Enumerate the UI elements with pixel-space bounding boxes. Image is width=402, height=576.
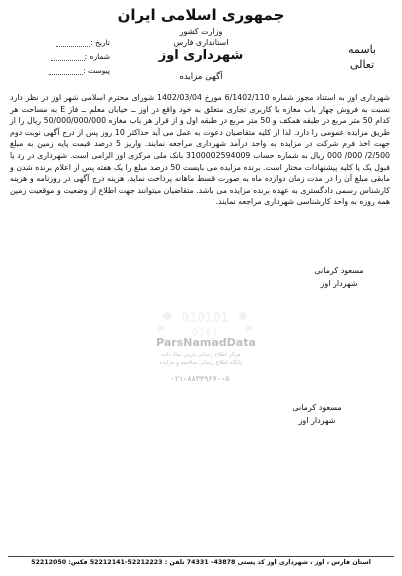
attachment-field	[40, 66, 110, 75]
footer-divider	[8, 556, 394, 557]
footer-address: استان فارس ، اوز ، شهرداری اوز کد پستی 43878- 74331 تلفن : 52212223-52212141 فکس: 52212050	[31, 559, 371, 566]
watermark-line-2: پایگاه اطلاع رسانی مناقصه و مزایده	[159, 360, 243, 366]
watermark-brand: ParsNamadData	[156, 336, 256, 349]
typed-signer-title: شهردار اوز	[298, 416, 336, 425]
svg-text:010101: 010101	[181, 311, 229, 326]
signer-title: شهردار اوز	[320, 279, 358, 288]
number-field	[40, 52, 110, 61]
watermark-line-1: مرکز اطلاع رسانی پارس نماد داده	[161, 352, 241, 358]
watermark-phone: ۰۲۱-۸۸۳۴۹۶۷۰-۵	[170, 375, 230, 383]
province-label: استانداری فارس	[173, 38, 229, 47]
number-label: شماره :	[84, 52, 110, 61]
signer-name: مسعود کرمانی	[314, 266, 364, 275]
salutation-line-1: باسمه	[348, 43, 376, 56]
ministry-label: وزارت کشور	[179, 27, 223, 36]
ad-label: آگهی مزایده	[179, 72, 223, 82]
signature-typed	[272, 401, 362, 427]
date-label: تاریخ :	[90, 38, 110, 47]
attachment-label: پیوست :	[83, 66, 110, 75]
salutation-line-2: تعالی	[349, 58, 375, 71]
announcement-body: شهرداری اوز به استناد مجوز شماره 6/1402/110 مورخ 1402/03/04 شورای محترم اسلامی شهر اوز در نظر دارد نسبت به فروش چهار باب مغازه با کاربری تجاری متعلق به خود واقع در اوز ــ خیابان معلم ــ فاز E به مساحت هر کدام 50 متر مربع در طبقه همکف و 50 متر مربع در طبقه اول و از قرار هر باب مغازه 50/000/000/000 ریال را از طریق مزایده عمومی را دارد. لذا از کلیه متقاضیان دعوت به عمل می آید حداکثر 10 روز پس از درج آگهی نوبت دوم جهت اخذ فرم شرکت در مزایده به واحد درآمد شهرداری مراجعه نمایند. واریز 5 درصد قیمت پایه زمین به مبلغ 2/500/ 000/ 000 ریال به شماره حساب 3100002594009 بانک ملی مرکزی اوز الزامی است. شهرداری در رد یا قبول یک یا کلیه پیشنهادات مختار است. برنده مزایده می بایست 50 درصد مبلغ را یک هفته پس از اعلام برنده شدن و مابقی مبلغ آن را در مدت زمان دوازده ماه به صورت قسط ماهانه پرداخت نماید. هزینه درج آگهی در روزنامه و هزینه کارشناس رسمی دادگستری به عهده برنده مزایده می باشد. متقاضیان میتوانند جهت اطلاع از وضعیت و موقعیت زمین همه روزه به واحد کارشناسی شهرداری مراجعه نمایند.	[10, 93, 390, 207]
svg-text:0101: 0101	[191, 326, 219, 339]
municipality-title: شهرداری اوز	[158, 48, 244, 63]
signature-stamp	[294, 264, 384, 290]
date-field	[40, 38, 110, 47]
republic-title: جمهوری اسلامی ایران	[117, 6, 285, 24]
typed-signer-name: مسعود کرمانی	[292, 403, 342, 412]
salutation	[348, 42, 376, 72]
